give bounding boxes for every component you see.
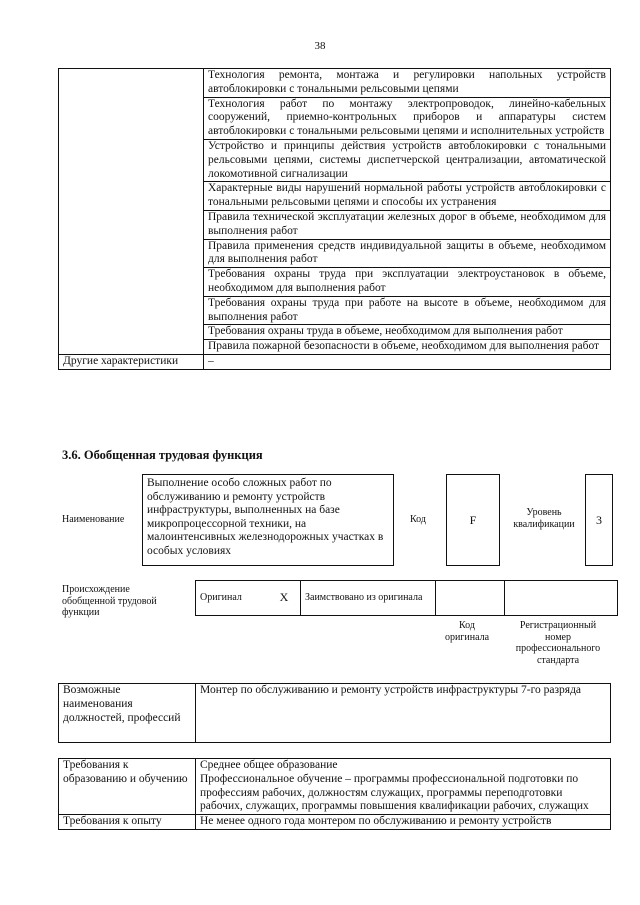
knowledge-item: Правила пожарной безопасности в объеме, необходимом для выполнения работ xyxy=(204,340,611,355)
experience-label: Требования к опыту xyxy=(59,815,196,830)
jobs-table xyxy=(58,683,611,743)
other-characteristics-value: – xyxy=(204,354,611,369)
education-line: Среднее общее образование xyxy=(200,759,338,771)
section-title: 3.6. Обобщенная трудовая функция xyxy=(62,448,263,462)
qualification-level-box xyxy=(585,474,613,566)
knowledge-item: Правила применения средств индивидуальной защиты в объеме, необходимом для выполнения работ xyxy=(204,239,611,268)
original-code-caption: Код оригинала xyxy=(444,620,490,643)
experience-value: Не менее одного года монтером по обслуживанию и ремонту устройств xyxy=(196,815,611,830)
function-name-box: Выполнение особо сложных работ по обслуживанию и ремонту устройств инфраструктуры, выполненных на базе микропроцессорной техники, на малоинтенсивных железнодорожных участках в особых условиях xyxy=(142,474,394,566)
page-number: 38 xyxy=(314,40,326,52)
reg-number-cell xyxy=(505,581,618,616)
original-mark: X xyxy=(268,581,301,616)
knowledge-item: Требования охраны труда в объеме, необходимом для выполнения работ xyxy=(204,325,611,340)
code-box xyxy=(446,474,500,566)
reg-number-caption: Регистрационный номер профессионального стандарта xyxy=(515,620,601,666)
code-value: F xyxy=(469,513,477,527)
jobs-label: Возможные наименования должностей, профессий xyxy=(59,684,196,743)
qualification-level-value: 3 xyxy=(596,513,602,527)
education-table xyxy=(58,758,611,830)
name-label: Наименование xyxy=(62,514,125,525)
jobs-value: Монтер по обслуживанию и ремонту устройств инфраструктуры 7-го разряда xyxy=(196,684,611,743)
other-characteristics-label: Другие характеристики xyxy=(59,354,204,369)
knowledge-label-cell xyxy=(59,69,204,355)
knowledge-item: Технология ремонта, монтажа и регулировки напольных устройств автоблокировки с тональными рельсовыми цепями xyxy=(204,69,611,98)
education-line: Профессиональное обучение – программы профессиональной подготовки по профессиям рабочих, должностям служащих, программы переподготовки рабочих, служащих, программы повышения квалификации рабочих, служащих xyxy=(200,772,589,813)
original-label: Оригинал xyxy=(196,581,269,616)
knowledge-item: Характерные виды нарушений нормальной работы устройств автоблокировки с тональными рельсовыми цепями и способы их устранения xyxy=(204,182,611,211)
knowledge-item: Правила технической эксплуатации железных дорог в объеме, необходимом для выполнения работ xyxy=(204,210,611,239)
original-code-cell xyxy=(436,581,505,616)
code-label: Код xyxy=(410,514,426,525)
origin-table xyxy=(195,580,618,616)
education-value xyxy=(196,759,611,815)
knowledge-item: Требования охраны труда при работе на высоте в объеме, необходимом для выполнения работ xyxy=(204,296,611,325)
education-label: Требования к образованию и обучению xyxy=(59,759,196,815)
knowledge-table xyxy=(58,68,611,370)
qualification-level-label: Уровень квалификации xyxy=(513,507,575,530)
borrowed-label: Заимствовано из оригинала xyxy=(301,581,436,616)
knowledge-item: Требования охраны труда при эксплуатации электроустановок в объеме, необходимом для выполнения работ xyxy=(204,268,611,297)
knowledge-item: Устройство и принципы действия устройств автоблокировки с тональными рельсовыми цепями, системы диспетчерской централизации, автоматической локомотивной сигнализации xyxy=(204,139,611,181)
origin-label: Происхождение обобщенной трудовой функции xyxy=(62,584,157,618)
knowledge-item: Технология работ по монтажу электропроводок, линейно-кабельных сооружений, приемно-контрольных приборов и аппаратуры систем автоблокировки с тональными рельсовыми цепями и исполнительных устройств xyxy=(204,97,611,139)
